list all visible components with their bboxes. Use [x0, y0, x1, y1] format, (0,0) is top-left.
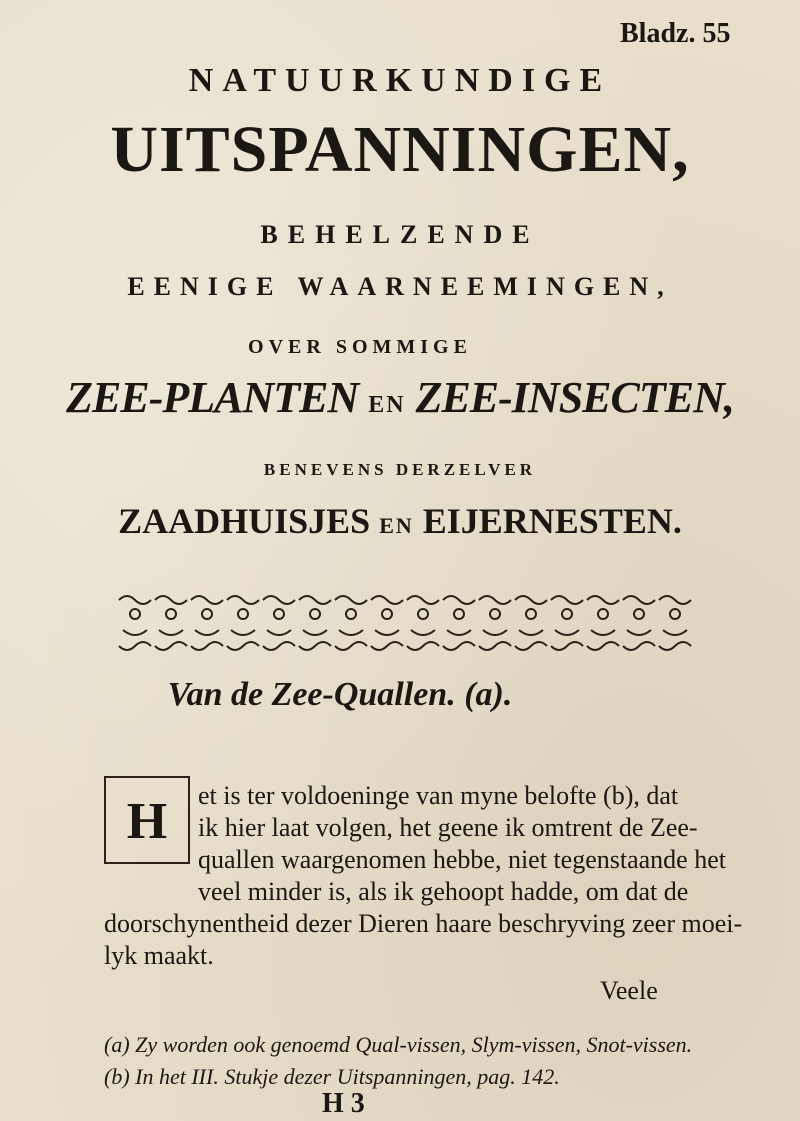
title-zaadhuisjes-eijernesten [0, 500, 800, 542]
body-line-4: veel minder is, als ik gehoopt hadde, om dat de [198, 877, 689, 906]
footnote-a: (a) Zy worden ook genoemd Qual-vissen, Slym-vissen, Snot-vissen. [104, 1032, 693, 1057]
body-line-2: ik hier laat volgen, het geene ik omtrent de Zee- [198, 813, 698, 842]
title-benevens: BENEVENS DERZELVER [263, 460, 537, 479]
body-line-3: quallen waargenomen hebbe, niet tegenstaande het [198, 845, 726, 874]
section-title: Van de Zee-Quallen. (a). [167, 676, 513, 713]
title-en-1: EN [368, 392, 406, 418]
title-eijernesten: EIJERNESTEN. [422, 501, 682, 541]
title-behelzende: BEHELZENDE [260, 220, 540, 249]
title-over-sommige: OVER SOMMIGE [248, 336, 472, 358]
decorative-ornament-band [115, 590, 705, 656]
title-natuurkundige: NATUURKUNDIGE [188, 62, 612, 99]
body-line-5: doorschynentheid dezer Dieren haare beschryving zeer moei- [104, 909, 743, 938]
title-zaadhuisjes: ZAADHUISJES [118, 501, 371, 541]
catchword: Veele [600, 976, 658, 1005]
title-zee-insecten: ZEE-INSECTEN, [415, 373, 734, 422]
title-zee-planten: ZEE-PLANTEN [66, 373, 359, 422]
body-line-6: lyk maakt. [104, 941, 214, 970]
signature-mark: H 3 [322, 1088, 365, 1119]
title-uitspanningen: UITSPANNINGEN, [110, 113, 690, 186]
footnote-b: (b) In het III. Stukje dezer Uitspanningen, pag. 142. [104, 1064, 560, 1089]
drop-cap-letter: H [126, 793, 168, 850]
title-zee-planten-insecten [0, 372, 800, 423]
title-en-2: EN [379, 513, 414, 538]
body-line-1: et is ter voldoeninge van myne belofte (b), dat [198, 781, 679, 810]
title-eenige-waarneemingen: EENIGE WAARNEEMINGEN, [127, 272, 673, 301]
drop-cap-frame [104, 776, 190, 864]
page-number: Bladz. 55 [620, 18, 731, 49]
